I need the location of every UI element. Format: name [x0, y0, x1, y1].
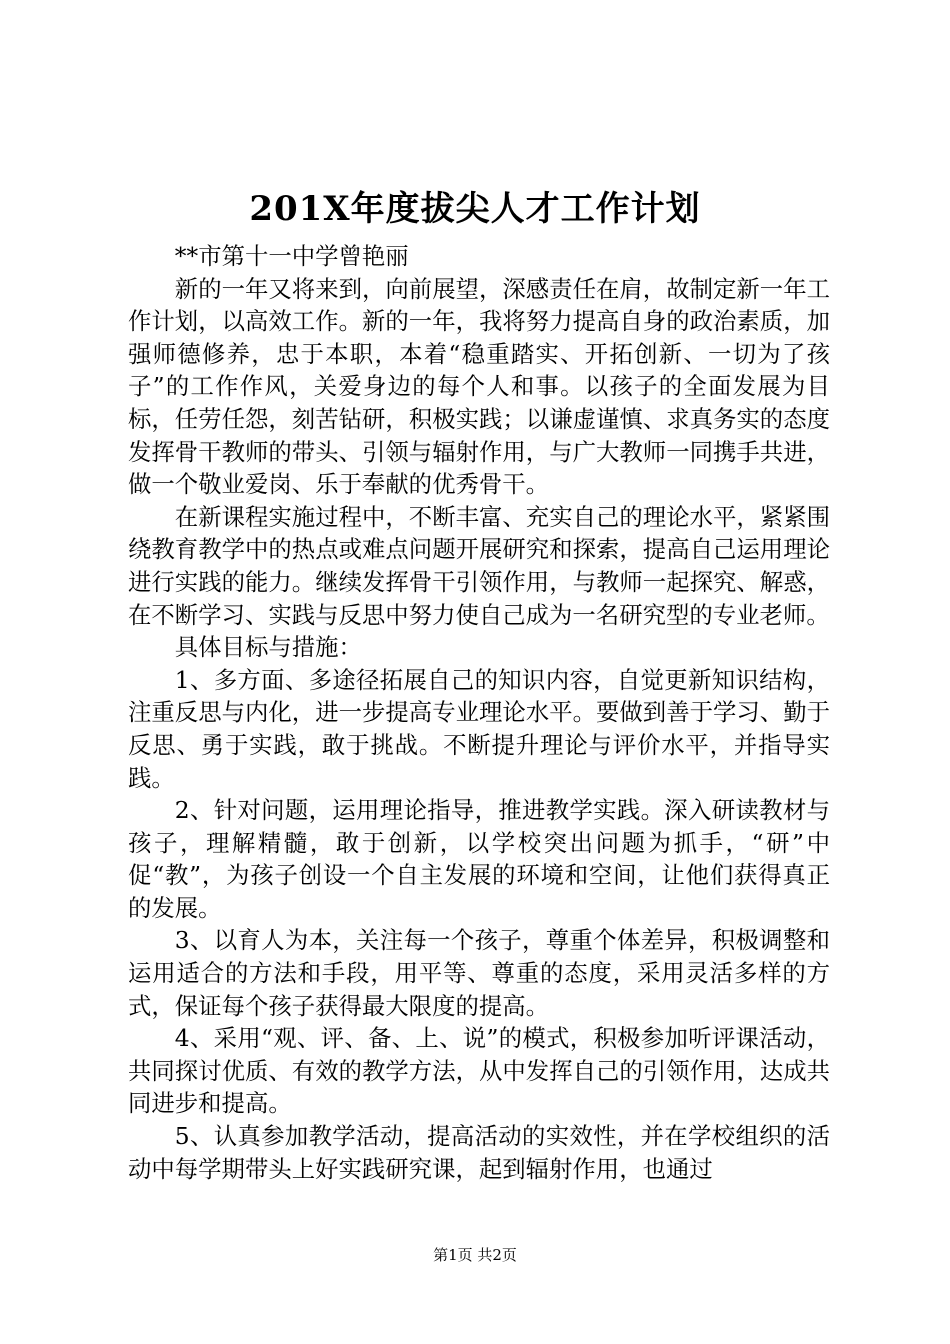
- document-title: 201X年度拔尖人才工作计划: [249, 189, 701, 229]
- author-line: **市第十一中学曾艳丽: [174, 242, 409, 270]
- paragraph-item-3: 3、以育人为本，关注每一个孩子，尊重个体差异，积极调整和运用适合的方法和手段，用平等、尊重的态度，采用灵活多样的方式，保证每个孩子获得最大限度的提高。: [128, 926, 830, 1020]
- paragraph-practice: 在新课程实施过程中，不断丰富、充实自己的理论水平，紧紧围绕教育教学中的热点或难点问题开展研究和探索，提高自己运用理论进行实践的能力。继续发挥骨干引领作用，与教师一起探究、解惑，在不断学习、实践与反思中努力使自己成为一名研究型的专业老师。: [128, 502, 830, 629]
- paragraph-item-2: 2、针对问题，运用理论指导，推进教学实践。深入研读教材与孩子，理解精髓，敢于创新，以学校突出问题为抓手，“研”中促“教”，为孩子创设一个自主发展的环境和空间，让他们获得真正的发展。: [128, 796, 830, 922]
- document-body: [128, 240, 830, 1185]
- paragraph-item-5: 5、认真参加教学活动，提高活动的实效性，并在学校组织的活动中每学期带头上好实践研究课，起到辐射作用，也通过: [128, 1122, 830, 1183]
- page-footer: 第1页 共2页: [433, 1246, 517, 1264]
- paragraph-item-4: 4、采用“观、评、备、上、说”的模式，积极参加听评课活动，共同探讨优质、有效的教学方法，从中发挥自己的引领作用，达成共同进步和提高。: [128, 1024, 830, 1118]
- paragraph-goals-heading: 具体目标与措施：: [174, 633, 362, 662]
- paragraph-intro: 新的一年又将来到，向前展望，深感责任在肩，故制定新一年工作计划，以高效工作。新的一年，我将努力提高自身的政治素质，加强师德修养，忠于本职，本着“稳重踏实、开拓创新、一切为了孩子”的工作作风，关爱身边的每个人和事。以孩子的全面发展为目标，任劳任怨，刻苦钻研，积极实践；以谦虚谨慎、求真务实的态度发挥骨干教师的带头、引领与辐射作用，与广大教师一同携手共进，做一个敬业爱岗、乐于奉献的优秀骨干。: [128, 274, 830, 499]
- paragraph-item-1: 1、多方面、多途径拓展自己的知识内容，自觉更新知识结构，注重反思与内化，进一步提高专业理论水平。要做到善于学习、勤于反思、勇于实践，敢于挑战。不断提升理论与评价水平，并指导实践。: [128, 665, 830, 792]
